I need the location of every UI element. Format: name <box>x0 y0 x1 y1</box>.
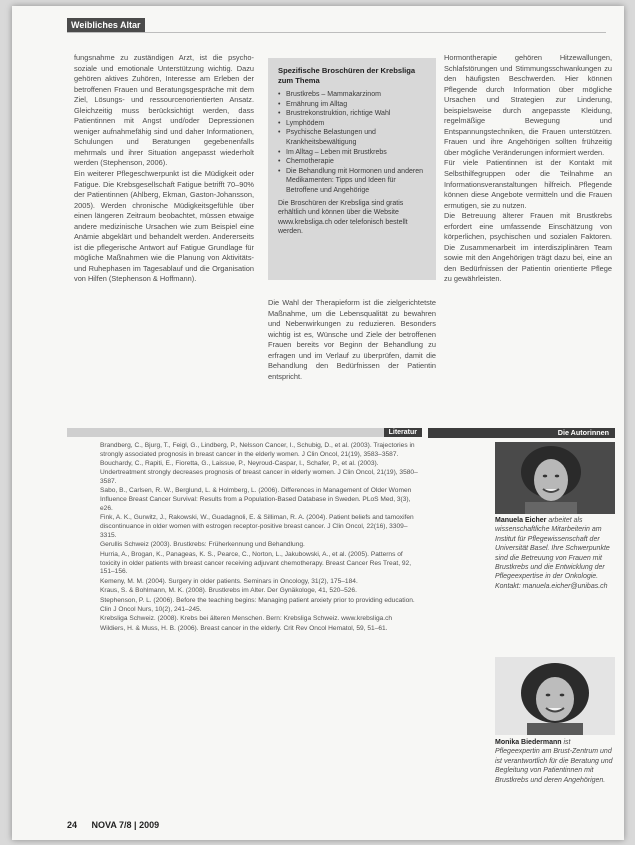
reference-item: Kraus, S. & Bohlmann, M. K. (2008). Brustkrebs im Alter. Der Gynäkologe, 41, 520–526. <box>100 587 357 595</box>
box-item: • Brustrekonstruktion, richtige Wahl <box>278 109 426 119</box>
box-item: • Die Behandlung mit Hormonen und anderen Medikamenten: Tipps und Ideen für Betroffene und Angehörige <box>278 167 426 196</box>
portrait-image <box>495 657 615 735</box>
reference-item: Sabo, B., Carlsen, R. W., Berglund, L. & Holmberg, L. (2006). Differences in Management of Older Women Influence Breast Cancer Survival: Results from a Population-Based Database in Sweden. PLoS Med, 3(3), e26. <box>100 487 412 512</box>
author-description: ist Pflegeexpertin am Brust-Zentrum und ist verantwortlich für die Beratung und Begleitung von Patientinnen mit Brustkrebs und deren Angehörigen. <box>495 739 613 784</box>
section-tab: Weibliches Altar <box>67 18 145 32</box>
left-para-1: fungsnahme zu zuständigen Arzt, ist die psycho-soziale und emotionale Unterstützung wichtig. Dazu gehören aktives Zuhören, Interesse am Erleben der betroffenen Frauen und Beratungsgespräche mit dem Ziel, Lösungs- und ressourcenorientierten Ansatz. Gleichzeitig muss berücksichtigt werden, dass Patientinnen mit Angst und/oder Depressionen weniger aufnahmefähig sind und daher Informationen, Schulungen und Beratungen gegebenenfalls mehrmals und ihrer Situation angepasst wiederholt werden (Stephenson, 2006). <box>74 53 254 168</box>
reference-item: Kemeny, M. M. (2004). Surgery in older patients. Seminars in Oncology, 31(2), 175–184. <box>100 577 358 585</box>
author-photo-eicher <box>495 442 615 514</box>
box-note: Die Broschüren der Krebsliga sind gratis erhältlich und können über die Website www.krebsliga.ch oder telefonisch bestellt werden. <box>278 199 408 236</box>
box-item: • Lymphödem <box>278 119 426 129</box>
page-number: 24 <box>67 820 78 830</box>
box-title: Spezifische Broschüren der Krebsliga zum Thema <box>278 66 416 85</box>
reference-item: Bouchardy, C., Rapiti, E., Fioretta, G., Laissue, P., Neyroud-Caspar, I., Schafer, P., et al. (2003). Undertreatment strongly decreases prognosis of breast cancer in elderly women. J Clin Oncol, 21(19), 3580–3587. <box>100 460 418 485</box>
right-column <box>444 53 612 285</box>
authors-bar: Die Autorinnen <box>428 428 615 438</box>
left-column <box>74 53 254 285</box>
middle-para: Die Wahl der Therapieform ist die zielgerichtetste Maßnahme, um die Lebensqualität zu bewahren und Nebenwirkungen zu reduzieren. Besonders wichtig ist es, Wünsche und Ziele der betroffenen Frauen bereits vor Beginn der Behandlung zu erfragen und im Verlauf zu überprüfen, damit die Behandlung den Bedürfnissen der Patientin entspricht. <box>268 298 436 381</box>
box-list <box>278 90 426 196</box>
reference-item: Hurria, A., Brogan, K., Panageas, K. S., Pearce, C., Norton, L., Jakubowski, A., et al. (2005). Patterns of toxicity in older patients with breast cancer receiving adjuvant chemotherapy. Breast Cancer Res Treat, 92, 151–156. <box>100 550 412 576</box>
right-para-3: Die Betreuung älterer Frauen mit Brustkrebs erfordert eine umfassende Einschätzung von körperlichen, psychischen und sozialen Faktoren. Die Zusammenarbeit im interdisziplinären Team sowie mit den Angehörigen trägt dazu bei, eine an den Bedürfnissen der Patientin orientierte Pflege zu gewährleisten. <box>444 211 612 284</box>
box-item: • Ernährung im Alltag <box>278 100 426 110</box>
reference-list <box>100 442 418 635</box>
header-rule <box>67 32 606 33</box>
magazine-page <box>12 6 624 840</box>
box-item: • Psychische Belastungen und Krankheitsbewältigung <box>278 128 426 147</box>
middle-column-text <box>268 298 436 382</box>
box-item: • Brustkrebs – Mammakarzinom <box>278 90 426 100</box>
left-para-2: Ein weiterer Pflegeschwerpunkt ist die Müdigkeit oder Fatigue. Die Krebsgesellschaft Fatigue betrifft 70–90% der Patientinnen (Ahlberg, Ekman, Gaston-Johansson, 2005). Werden chronische Müdigkeitsgefühle über einen längeren Zeitraum beobachtet, müssen etwaige andere medizinische Ursachen wie zum Beispiel eine Anämie abgeklärt und behandelt werden. Andererseits ist die pflegerische Antwort auf Fatigue Grundlage für mögliche Maßnahmen wie die Planung von Aktivitäts- und Ruhephasen im Tagesablauf und die Organisation von Hilfen (Stephenson & Hoffmann). <box>74 169 254 284</box>
reference-item: Wildiers, H. & Muss, H. B. (2006). Breast cancer in the elderly. Crit Rev Oncol Hematol, 59, 51–61. <box>100 624 388 632</box>
literature-bar <box>67 428 422 437</box>
literature-label: Literatur <box>384 428 422 437</box>
right-para-2: Für viele Patientinnen ist der Kontakt mit Selbsthilfegruppen oder die Teilnahme an Informationsveranstaltungen hilfreich. Pflegende können diese Angebote vermitteln und die Frauen ermutigen, sie zu nutzen. <box>444 158 612 210</box>
page-footer <box>67 820 159 830</box>
author-description: arbeitet als wissenschaftliche Mitarbeiterin am Institut für Pflegewissenschaft der Universität Basel. Ihre Schwerpunkte sind die Betreuung von Frauen mit Brustkrebs und die Entwicklung der Pflegeexpertise in der Onkologie. Kontakt: manuela.eicher@unibas.ch <box>495 517 610 590</box>
reference-item: Gerullis Schweiz (2003). Brustkrebs: Früherkennung und Behandlung. <box>100 541 305 549</box>
brochure-box <box>268 58 436 280</box>
reference-item: Stephenson, P. L. (2006). Before the teaching begins: Managing patient anxiety prior to providing education. Clin J Oncol Nurs, 10(2), 241–245. <box>100 597 415 613</box>
reference-item: Brandberg, C., Bjurg, T., Feigl, G., Lindberg, P., Nelsson Cancer, I., Schubig, D., et al. (2003). Trajectories in strongly associated prognosis in breast cancer in the elderly women. J Clin Oncol, 21(19), 3583–3587. <box>100 442 415 458</box>
reference-item: Krebsliga Schweiz. (2008). Krebs bei älteren Menschen. Bern: Krebsliga Schweiz. www.krebsliga.ch <box>100 615 393 623</box>
box-item: • Im Alltag – Leben mit Brustkrebs <box>278 148 426 158</box>
author-name: Manuela Eicher <box>495 517 547 524</box>
box-item: • Chemotherapie <box>278 157 426 167</box>
author-name: Monika Biedermann <box>495 739 562 746</box>
magazine-issue: NOVA 7/8 | 2009 <box>91 820 160 830</box>
right-para-1: Hormontherapie gehören Hitzewallungen, Schlafstörungen und Stimmungsschwankungen zu den häufigsten Beschwerden. Hier können Pflegende durch Information über mögliche Ursachen und Strategien zur Linderung, beispielsweise durch angepasste Kleidung, regelmäßige Bewegung und Entspannungstechniken, die Frauen unterstützen. Frauen und ihre Angehörigen sollten frühzeitig über mögliche Veränderungen informiert werden. <box>444 53 612 157</box>
author-bio-eicher <box>495 516 615 591</box>
author-photo-biedermann <box>495 657 615 735</box>
reference-item: Fink, A. K., Gurwitz, J., Rakowski, W., Guadagnoli, E. & Silliman, R. A. (2004). Patient beliefs and tamoxifen discontinuance in older women with estrogen receptor-positive breast cancer. J Clin Oncol, 22(16), 3309–3315. <box>100 514 414 539</box>
portrait-image <box>495 442 615 514</box>
author-bio-biedermann <box>495 738 615 785</box>
